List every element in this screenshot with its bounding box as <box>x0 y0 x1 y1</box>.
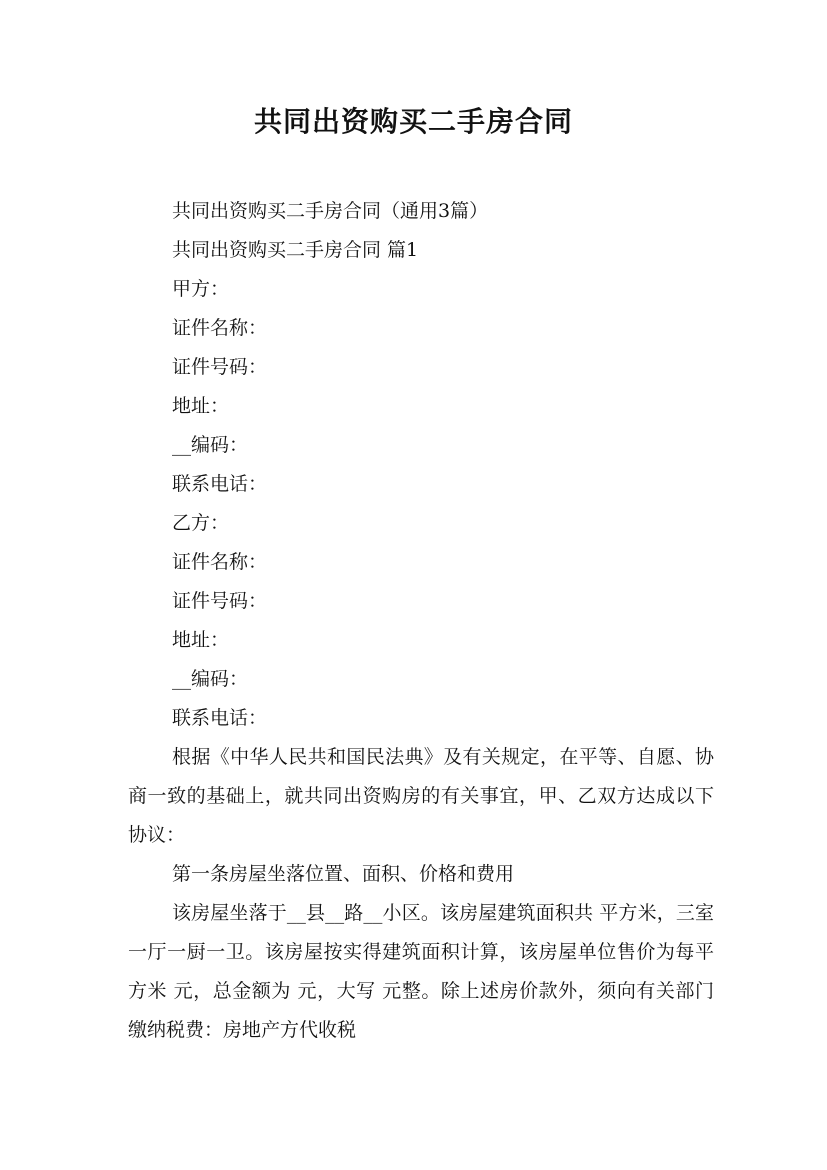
party-a-label: 甲方： <box>172 278 230 300</box>
party-a-id-number: 证件号码： <box>172 356 268 378</box>
doc-subtitle: 共同出资购买二手房合同（通用3篇） <box>172 200 489 222</box>
party-a-postcode: __编码： <box>172 434 249 456</box>
party-b-id-name: 证件名称： <box>172 551 268 573</box>
document-body <box>128 192 714 1050</box>
party-b-phone: 联系电话： <box>172 707 268 729</box>
article-1-heading: 第一条房屋坐落位置、面积、价格和费用 <box>172 863 515 885</box>
article-1-paragraph: 该房屋坐落于__县__路__小区。该房屋建筑面积共 平方米，三室一厅一厨一卫。该房屋按实得建筑面积计算，该房屋单位售价为每平方米 元，总金额为 元，大写 元整。除上述房价款外，须向有关部门缴纳税费：房地产方代收税 <box>128 902 714 1041</box>
party-b-address: 地址： <box>172 629 230 651</box>
document-title: 共同出资购买二手房合同 <box>253 105 573 138</box>
section-heading: 共同出资购买二手房合同 篇1 <box>172 239 419 261</box>
party-a-id-name: 证件名称： <box>172 317 268 339</box>
party-b-id-number: 证件号码： <box>172 590 268 612</box>
party-b-postcode: __编码： <box>172 668 249 690</box>
party-a-address: 地址： <box>172 395 230 417</box>
preamble-paragraph: 根据《中华人民共和国民法典》及有关规定，在平等、自愿、协商一致的基础上，就共同出资购房的有关事宜，甲、乙双方达成以下协议： <box>128 746 714 846</box>
party-a-phone: 联系电话： <box>172 473 268 495</box>
party-b-label: 乙方： <box>172 512 230 534</box>
